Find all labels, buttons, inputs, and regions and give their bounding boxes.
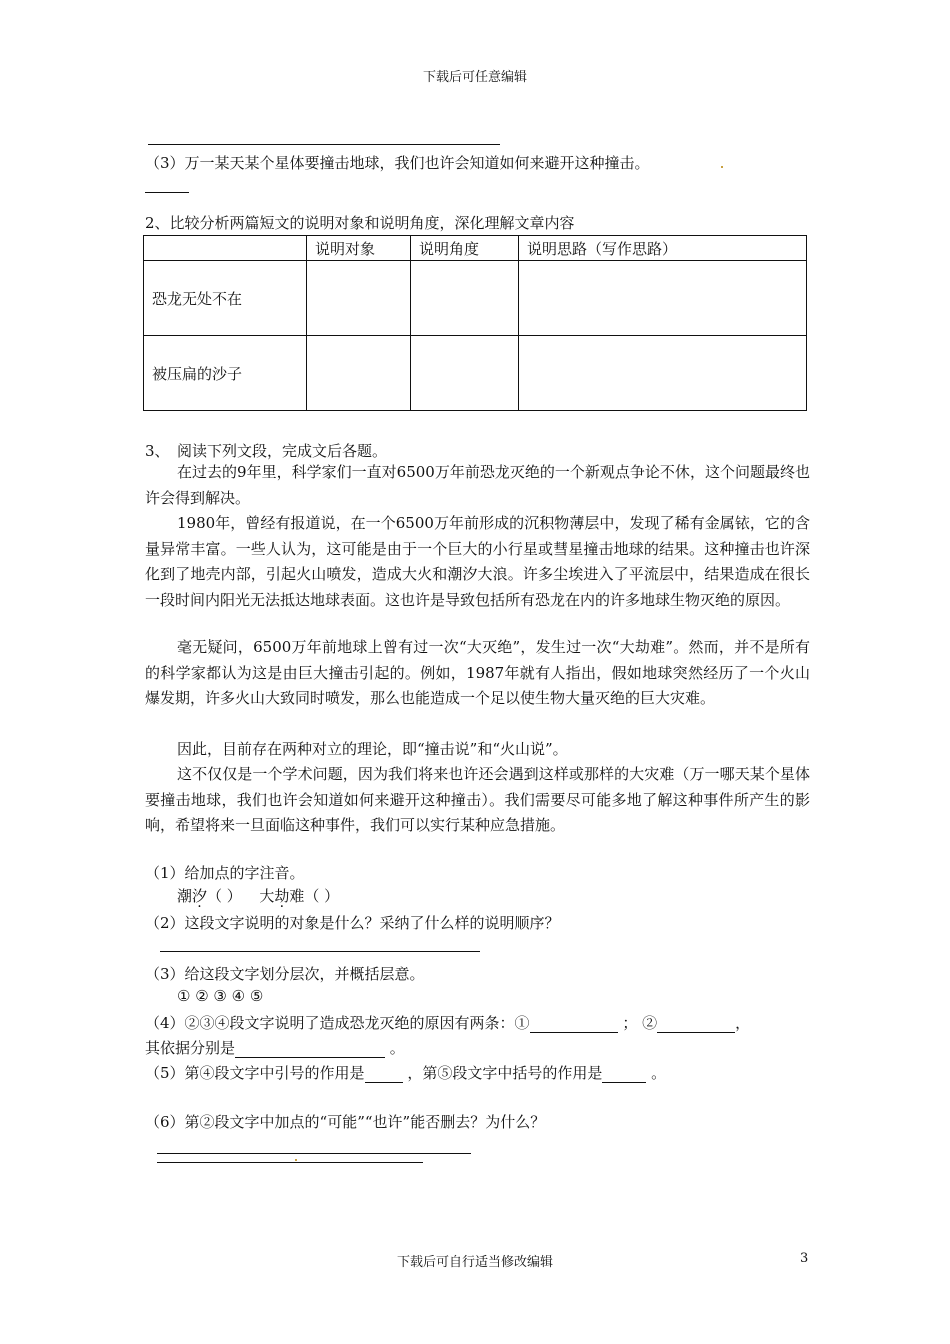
question-1-words bbox=[177, 885, 339, 906]
answer-line bbox=[148, 144, 500, 145]
passage-paragraph-1: 在过去的9年里，科学家们一直对6500万年前恐龙灭绝的一个新观点争论不休，这个问题最终也许会得到解决。 bbox=[145, 463, 810, 507]
passage-paragraph-4: 因此，目前存在两种对立的理论，即“撞击说”和“火山说”。 bbox=[177, 740, 568, 758]
answer-blank[interactable] bbox=[235, 1039, 385, 1058]
answer-line[interactable] bbox=[160, 951, 480, 952]
stray-mark bbox=[721, 166, 723, 168]
table-row bbox=[144, 261, 807, 336]
table-cell[interactable] bbox=[307, 336, 411, 411]
table-cell[interactable] bbox=[519, 261, 807, 336]
dotted-character: 劫 bbox=[274, 887, 290, 905]
question-5-text: 。 bbox=[651, 1064, 667, 1082]
dotted-character: 汐 bbox=[192, 887, 208, 905]
question-6: （6）第②段文字中加点的“可能”“也许”能否删去？为什么？ bbox=[145, 1113, 546, 1131]
question-3: （3）给这段文字划分层次，并概括层意。 bbox=[145, 965, 425, 983]
answer-blank[interactable] bbox=[602, 1064, 646, 1083]
pinyin-blank[interactable]: 难（ ） bbox=[289, 887, 340, 905]
word-part: 大 bbox=[259, 887, 275, 905]
table-cell[interactable] bbox=[411, 336, 519, 411]
section-2-title: 2、比较分析两篇短文的说明对象和说明角度，深化理解文章内容 bbox=[145, 214, 575, 232]
table-row-label: 被压扁的沙子 bbox=[144, 336, 307, 411]
page-number: 3 bbox=[800, 1251, 809, 1266]
question-4-cont bbox=[145, 1037, 405, 1058]
pinyin-blank[interactable]: （ ） bbox=[207, 887, 242, 905]
page-header: 下载后可任意编辑 bbox=[422, 70, 527, 85]
table-cell[interactable] bbox=[307, 261, 411, 336]
table-header-cell: 说明角度 bbox=[411, 236, 519, 261]
page-footer: 下载后可自行适当修改编辑 bbox=[396, 1255, 553, 1270]
question-5-text: （5）第④段文字中引号的作用是 bbox=[145, 1064, 365, 1082]
table-header-cell: 说明对象 bbox=[307, 236, 411, 261]
comparison-table bbox=[143, 235, 807, 411]
passage-paragraph-5: 这不仅仅是一个学术问题，因为我们将来也许还会遇到这样或那样的大灾难（万一哪天某个星体要撞击地球，我们也许会知道如何来避开这种撞击）。我们需要尽可能多地了解这种事件所产生的影响，希望将来一旦面临这种事件，我们可以实行某种应急措施。 bbox=[145, 765, 810, 834]
answer-line[interactable] bbox=[157, 1162, 423, 1163]
table-header-cell: 说明思路（写作思路） bbox=[519, 236, 807, 261]
table-row bbox=[144, 336, 807, 411]
section-3-title: 3、 阅读下列文段，完成文后各题。 bbox=[145, 442, 388, 460]
question-2: （2）这段文字说明的对象是什么？采纳了什么样的说明顺序？ bbox=[145, 914, 560, 932]
table-cell[interactable] bbox=[519, 336, 807, 411]
table-header-cell bbox=[144, 236, 307, 261]
table-row-label: 恐龙无处不在 bbox=[144, 261, 307, 336]
question-4-text: ， bbox=[735, 1014, 751, 1032]
question-4 bbox=[145, 1012, 750, 1033]
answer-blank[interactable] bbox=[657, 1014, 735, 1033]
stray-mark bbox=[295, 1159, 297, 1161]
question-4-text: （4）②③④段文字说明了造成恐龙灭绝的原因有两条：① bbox=[145, 1014, 530, 1032]
passage-paragraph-3: 毫无疑问，6500万年前地球上曾有过一次“大灭绝”，发生过一次“大劫难”。然而，并不是所有的科学家都认为这是由巨大撞击引起的。例如，1987年就有人指出，假如地球突然经历了一个火山爆发期，许多火山大致同时喷发，那么也能造成一个足以使生物大量灭绝的巨大灾难。 bbox=[145, 638, 810, 707]
question-4-text: 其依据分别是 bbox=[145, 1039, 236, 1057]
word-part: 潮 bbox=[177, 887, 193, 905]
table-cell[interactable] bbox=[411, 261, 519, 336]
question-4-text: ； ② bbox=[622, 1014, 658, 1032]
answer-blank[interactable] bbox=[365, 1064, 403, 1083]
question-5-text: ，第⑤段文字中括号的作用是 bbox=[407, 1064, 603, 1082]
answer-line bbox=[145, 192, 189, 193]
question-5 bbox=[145, 1062, 666, 1083]
answer-line[interactable] bbox=[157, 1153, 471, 1154]
question-1: （1）给加点的字注音。 bbox=[145, 864, 305, 882]
answer-blank[interactable] bbox=[530, 1014, 618, 1033]
table-header-row bbox=[144, 236, 807, 261]
passage-paragraph-2: 1980年，曾经有报道说，在一个6500万年前形成的沉积物薄层中，发现了稀有金属铱，它的含量异常丰富。一些人认为，这可能是由于一个巨大的小行星或彗星撞击地球的结果。这种撞击也许深化到了地壳内部，引起火山喷发，造成大火和潮汐大浪。许多尘埃进入了平流层中，结果造成在很长一段时间内阳光无法抵达地球表面。这也许是导致包括所有恐龙在内的许多地球生物灭绝的原因。 bbox=[145, 514, 810, 609]
paragraph-markers: ① ② ③ ④ ⑤ bbox=[177, 987, 264, 1005]
question-4-text: 。 bbox=[389, 1039, 405, 1057]
question-3-item: （3）万一某天某个星体要撞击地球，我们也许会知道如何来避开这种撞击。 bbox=[145, 154, 650, 172]
